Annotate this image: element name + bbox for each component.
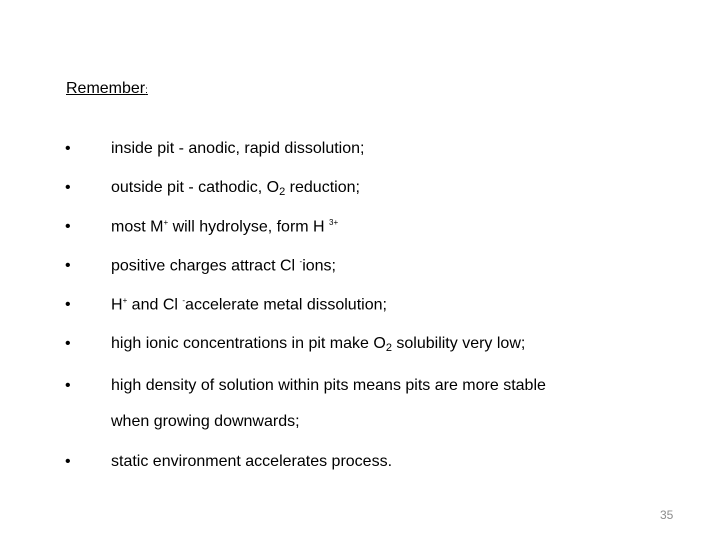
bullet-text: most M+ will hydrolyse, form H $^{3+}$ [111,218,339,236]
bullet-text: high ionic concentrations in pit make $O_2$ solubility very low; [111,335,526,354]
heading-colon: : [145,85,148,96]
bullet-text: outside pit - cathodic, $O_2$ reduction; [111,179,360,198]
bullet-symbol: • [65,257,71,274]
bullet-text-line-1: high density of solution within pits means pits are more stable [111,377,546,394]
bullet-text-line-2: when growing downwards; [111,413,300,430]
heading-text: Remember [66,80,146,97]
bullet-text: static environment accelerates process. [111,453,393,470]
bullet-symbol: • [65,335,71,352]
slide-heading [66,80,148,98]
bullet-symbol: • [65,140,71,157]
bullet-symbol: • [65,218,71,235]
bullet-symbol: • [65,179,71,196]
bullet-symbol: • [65,453,71,470]
bullet-text: H+ and Cl -accelerate metal dissolution; [111,296,387,314]
bullet-symbol: • [65,377,71,394]
bullet-text: inside pit - anodic, rapid dissolution; [111,140,365,157]
bullet-symbol: • [65,296,71,313]
page-number: 35 [660,508,674,522]
bullet-text: positive charges attract Cl -ions; [111,257,336,275]
